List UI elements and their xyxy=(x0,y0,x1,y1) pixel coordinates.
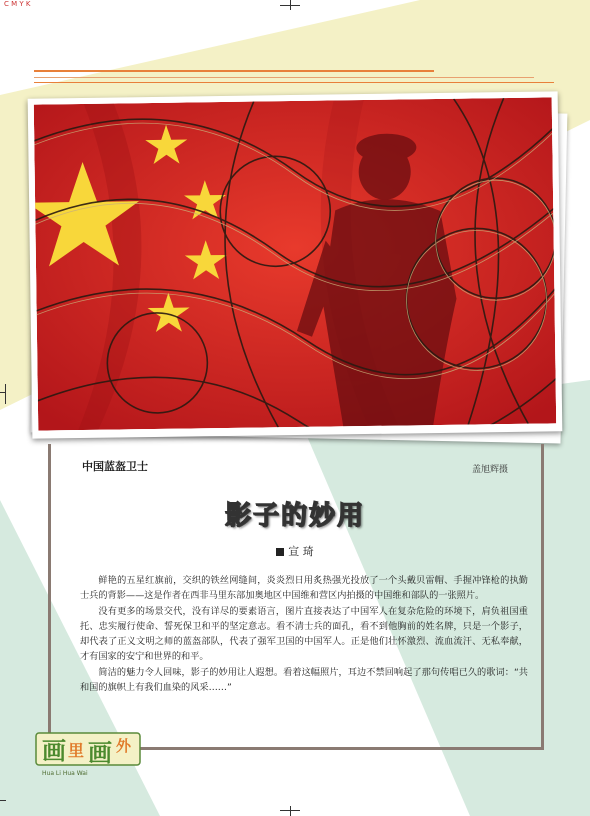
deco-line xyxy=(34,77,534,78)
crop-mark xyxy=(290,806,291,816)
photo-caption-title: 中国蓝盔卫士 xyxy=(82,460,148,473)
photo-credit: 盖旭辉摄 xyxy=(472,465,509,475)
photo-flag-soldier-shadow xyxy=(34,97,557,430)
logo-char: 画 xyxy=(42,737,66,765)
column-logo xyxy=(34,723,144,779)
paragraph: 简洁的魅力令人回味，影子的妙用让人遐想。看着这幅照片，耳边不禁回响起了那句传唱已久的歌词：“共和国的旗帜上有我们血染的风采……” xyxy=(80,667,528,693)
photo-frame xyxy=(28,91,563,438)
crop-mark xyxy=(0,800,6,801)
author-square-icon xyxy=(276,548,284,556)
paragraph: 鲜艳的五星红旗前，交织的铁丝网缝间，炎炎烈日用炙热强光投放了一个头戴贝雷帽、手握冲锋枪的执勤士兵的背影——这是作者在西非马里东部加奥地区中国维和营区内拍摄的中国维和部队的一张照片。 xyxy=(80,575,528,601)
crop-mark xyxy=(5,384,6,404)
article-body xyxy=(80,573,528,696)
paragraph: 没有更多的场景交代，没有详尽的要素语言，图片直接表达了中国军人在复杂危险的环境下，肩负祖国重托、忠实履行使命、誓死保卫和平的坚定意志。看不清士兵的面孔，看不到他胸前的姓名牌，只是一个影子，却代表了正义文明之师的蓝盔部队，代表了强军卫国的中国军人。正是他们壮怀激烈、流血流汗、无私奉献，才有国家的安宁和世界的和平。 xyxy=(80,606,528,662)
cmyk-mark: C M Y K xyxy=(4,0,31,8)
article-title: 影子的妙用 xyxy=(224,501,365,531)
article-author xyxy=(0,543,590,559)
deco-line xyxy=(34,70,434,72)
logo-char: 画 xyxy=(88,739,112,767)
author-name: 宣 琦 xyxy=(288,545,314,558)
logo-char: 外 xyxy=(116,737,132,755)
crop-mark xyxy=(280,5,300,6)
logo-pinyin: Hua Li Hua Wai xyxy=(42,770,88,777)
crop-mark xyxy=(280,810,300,811)
logo-char: 里 xyxy=(68,741,85,760)
deco-line xyxy=(34,82,554,83)
